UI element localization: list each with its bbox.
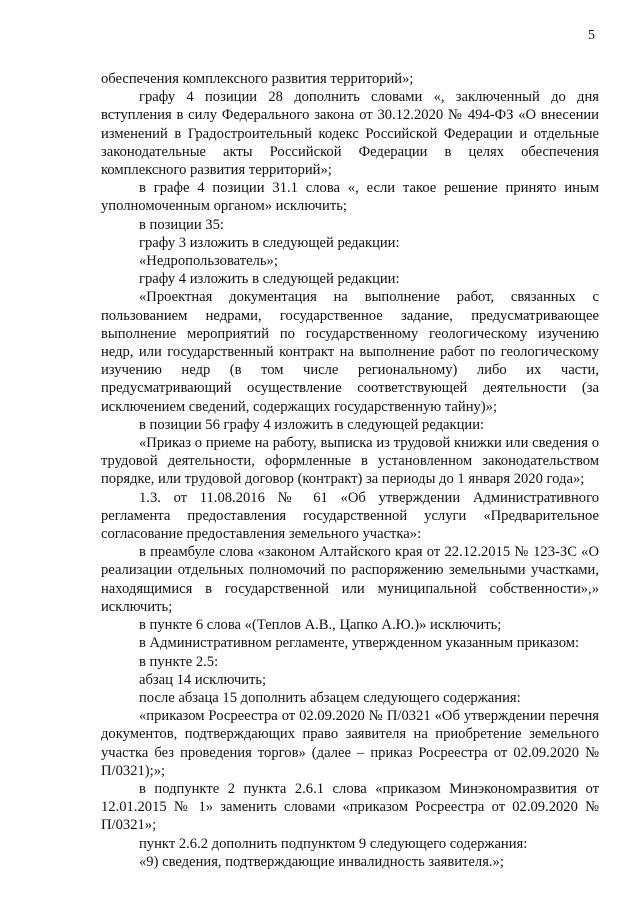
paragraph: после абзаца 15 дополнить абзацем следующего содержания: <box>139 689 521 706</box>
paragraph: пункт 2.6.2 дополнить подпунктом 9 следующего содержания: <box>139 835 528 852</box>
paragraph: графу 4 изложить в следующей редакции: <box>139 271 400 288</box>
paragraph: «Приказ о приеме на работу, выписка из трудовой книжки или сведения о трудовой деятельности, оформленные в установленном законодательством порядке, или трудовой договор (контракт) за периоды до 1 января 2020 года»; <box>101 435 599 488</box>
paragraph: «Проектная документация на выполнение работ, связанных с пользованием недрами, государственное задание, предусматривающее выполнение мероприятий по государственному геологическому изучению недр, или государственный контракт на выполнение работ по геологическому изучению недр (в том числе региональному) либо их части, предусматривающий осуществление соответствующей деятельности (за исключением сведений, содержащих государственную тайну)»; <box>101 289 599 415</box>
paragraph: в графе 4 позиции 31.1 слова «, если такое решение принято иным уполномоченным органом» исключить; <box>101 180 599 215</box>
paragraph: в позиции 56 графу 4 изложить в следующей редакции: <box>139 416 485 433</box>
paragraph: абзац 14 исключить; <box>139 671 267 688</box>
paragraph: графу 3 изложить в следующей редакции: <box>139 234 400 251</box>
paragraph: графу 4 позиции 28 дополнить словами «, заключенный до дня вступления в силу Федерального закона от 30.12.2020 № 494-ФЗ «О внесении изменений в Градостроительный кодекс Российской Федерации и отдельные законодательные акты Российской Федерации в целях обеспечения комплексного развития территорий»; <box>101 89 599 179</box>
paragraph: 1.3. от 11.08.2016 № 61 «Об утверждении Административного регламента предоставления государственной услуги «Предварительное согласование предоставления земельного участка»: <box>101 489 599 543</box>
paragraph: в Административном регламенте, утвержденном указанным приказом: <box>139 635 580 652</box>
paragraph: в пункте 6 слова «(Теплов А.В., Цапко А.Ю.)» исключить; <box>139 617 502 634</box>
document-body <box>101 70 599 871</box>
paragraph: обеспечения комплексного развития территорий»; <box>101 71 414 87</box>
paragraph: «9) сведения, подтверждающие инвалидность заявителя.»; <box>139 853 504 870</box>
paragraph: в подпункте 2 пункта 2.6.1 слова «приказом Минэкономразвития от 12.01.2015 № 1» заменить словами «приказом Росреестра от 02.09.2020 № П/0321»; <box>101 780 599 834</box>
paragraph: в позиции 35: <box>139 216 224 233</box>
paragraph: «Недропользователь»; <box>139 253 278 270</box>
paragraph: в пункте 2.5: <box>139 653 219 670</box>
page-number: 5 <box>588 28 595 43</box>
paragraph: «приказом Росреестра от 02.09.2020 № П/0321 «Об утверждении перечня документов, подтверждающих право заявителя на приобретение земельного участка без проведения торгов» (далее – приказ Росреестра от 02.09.2020 № П/0321);»; <box>101 708 599 779</box>
paragraph: в преамбуле слова «законом Алтайского края от 22.12.2015 № 123-ЗС «О реализации отдельных полномочий по распоряжению земельными участками, находящимися в государственной или муниципальной собственности»,» исключить; <box>101 544 599 615</box>
